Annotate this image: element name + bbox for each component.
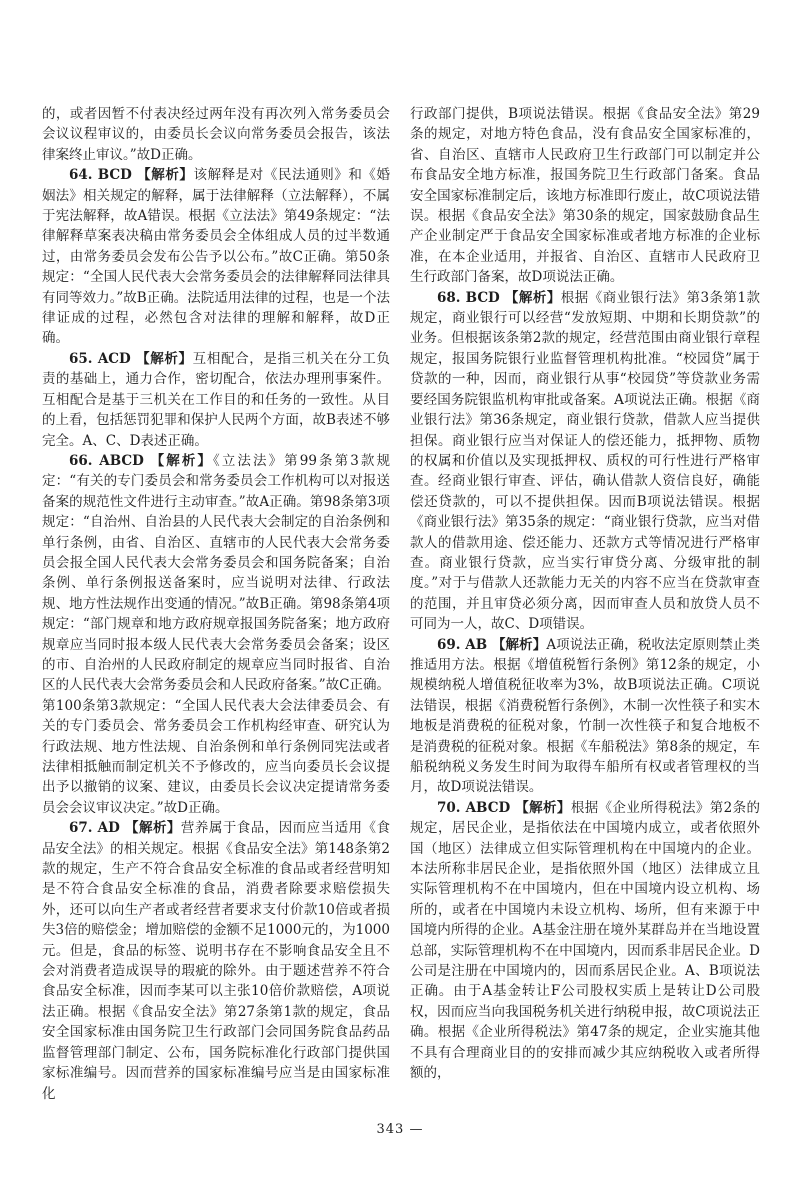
page-number: 343 [376,1122,405,1137]
paragraph-text: 根据《商业银行法》第3条第1款规定，商业银行可以经营“发放短期、中期和长期贷款”的业务。但根据该条第2款的规定，经营范围由商业银行章程规定，报国务院银行业监督管理机构批准。“校园贷”属于贷款的一种，因而，商业银行从事“校园贷”等贷款业务需要经国务院银监机构审批或备案。A项说法正确。根据《商业银行法》第36条规定，商业银行贷款，借款人应当提供担保。商业银行应当对保证人的偿还能力，抵押物、质物的权属和价值以及实现抵押权、质权的可行性进行严格审查。经商业银行审查、评估，确认借款人资信良好，确能偿还贷款的，可以不提供担保。因而B项说法错误。根据《商业银行法》第35条的规定：“商业银行贷款，应当对借款人的借款用途、偿还能力、还款方式等情况进行严格审查。商业银行贷款，应当实行审贷分离、分级审批的制度。”对于与借款人还款能力无关的内容不应当在贷款审查的范围，并且审贷必须分离，因而审查人员和放贷人员不可同为一人，故C、D项错误。 [410,289,760,633]
answer-label: 66. ABCD 【解析】 [69,452,213,469]
paragraph-q67 [42,818,390,1104]
paragraph-text: 行政部门提供，B项说法错误。根据《食品安全法》第29条的规定，对地方特色食品，没有食品安全国家标准的，省、自治区、直辖市人民政府卫生行政部门可以制定并公布食品安全地方标准，报国务院卫生行政部门备案。食品安全国家标准制定后，该地方标准即行废止，故C项说法错误。根据《食品安全法》第30条的规定，国家鼓励食品生产企业制定严于食品安全国家标准或者地方标准的企业标准，在本企业适用，并报省、自治区、直辖市人民政府卫生行政部门备案，故D项说法正确。 [410,106,760,286]
answer-label: 65. ACD 【解析】 [69,350,193,367]
paragraph-q65 [42,349,390,451]
paragraph-text: 的，或者因暂不付表决经过两年没有再次列入常务委员会会议议程审议的，由委员长会议向常务委员会报告，该法律案终止审议。”故D正确。 [42,106,390,163]
answer-label: 69. AB 【解析】 [437,636,547,653]
paragraph-q70 [410,798,760,1084]
paragraph-cont-67 [410,104,760,288]
right-column [410,104,760,1084]
paragraph-q69 [410,635,760,798]
answer-label: 67. AD 【解析】 [69,820,181,837]
paragraph-text: 营养属于食品，因而应当适用《食品安全法》的相关规定。根据《食品安全法》第148条第2款的规定，生产不符合食品安全标准的食品或者经营明知是不符合食品安全标准的食品，消费者除要求赔偿损失外，还可以向生产者或者经营者要求支付价款10倍或者损失3倍的赔偿金；增加赔偿的金额不足1000元的，为1000元。但是，食品的标签、说明书存在不影响食品安全且不会对消费者造成误导的瑕疵的除外。由于题述营养不符合食品安全标准，因而李某可以主张10倍价款赔偿，A项说法正确。根据《食品安全法》第27条第1款的规定，食品安全国家标准由国务院卫生行政部门会同国务院食品药品监督管理部门制定、公布，国务院标准化行政部门提供国家标准编号。因而营养的国家标准编号应当是由国家标准化 [42,820,391,1102]
left-column [42,104,390,1104]
paragraph-q66 [42,451,390,818]
paragraph-text: A项说法正确，税收法定原则禁止类推适用方法。根据《增值税暂行条例》第12条的规定，小规模纳税人增值税征收率为3%，故B项说法正确。C项说法错误，根据《消费税暂行条例》，木制一次性筷子和实木地板是消费税的征税对象，竹制一次性筷子和复合地板不是消费税的征税对象。根据《车船税法》第8条的规定，车船税纳税义务发生时间为取得车船所有权或者管理权的当月，故D项说法错误。 [410,636,760,796]
paragraph-text: 根据《企业所得税法》第2条的规定，居民企业，是指依法在中国境内成立，或者依照外国（地区）法律成立但实际管理机构在中国境内的企业。本法所称非居民企业，是指依照外国（地区）法律成立且实际管理机构不在中国境内，但在中国境内设立机构、场所的，或者在中国境内未设立机构、场所，但有来源于中国境内所得的企业。A基金注册在境外某群岛并在当地设置总部，实际管理机构不在中国境内，因而系非居民企业。D公司是注册在中国境内的，因而系居民企业。A、B项说法正确。由于A基金转让F公司股权实质上是转让D公司股权，因而应当向我国税务机关进行纳税申报，故C项说法正确。根据《企业所得税法》第47条的规定，企业实施其他不具有合理商业目的的安排而减少其应纳税收入或者所得额的， [410,799,760,1082]
paragraph-cont-63 [42,104,390,165]
page-footer [0,1122,800,1137]
paragraph-q68 [410,288,760,635]
footer-dash: — [409,1122,424,1137]
answer-label: 68. BCD 【解析】 [437,289,561,306]
paragraph-text: 该解释是对《民法通则》和《婚姻法》相关规定的解释，属于法律解释（立法解释），不属于宪法解释，故A错误。根据《立法法》第49条规定：“法律解释草案表决稿由常务委员会全体组成人员的过半数通过，由常务委员会发布公告予以公布。”故C正确。第50条规定：“全国人民代表大会常务委员会的法律解释同法律具有同等效力。”故B正确。法院适用法律的过程，也是一个法律证成的过程，必然包含对法律的理解和解释，故D正确。 [42,167,391,347]
answer-label: 70. ABCD 【解析】 [437,799,571,816]
paragraph-text: 《立法法》第99条第3款规定：“有关的专门委员会和常务委员会工作机构可以对报送备案的规范性文件进行主动审查。”故A正确。第98条第3项规定：“自治州、自治县的人民代表大会制定的自治条例和单行条例，由省、自治区、直辖市的人民代表大会常务委员会报全国人民代表大会常务委员会和国务院备案；自治条例、单行条例报送备案时，应当说明对法律、行政法规、地方性法规作出变通的情况。”故B正确。第98条第4项规定：“部门规章和地方政府规章报国务院备案；地方政府规章应当同时报本级人民代表大会常务委员会备案；设区的市、自治州的人民政府制定的规章应当同时报省、自治区的人民代表大会常务委员会和人民政府备案。”故C正确。第100条第3款规定：“全国人民代表大会法律委员会、有关的专门委员会、常务委员会工作机构经审查、研究认为行政法规、地方性法规、自治条例和单行条例同宪法或者法律相抵触而制定机关不予修改的，应当向委员长会议提出予以撤销的议案、建议，由委员长会议决定提请常务委员会会议审议决定。”故D正确。 [42,452,390,816]
answer-label: 64. BCD 【解析】 [69,167,194,184]
paragraph-q64 [42,165,390,349]
paragraph-text: 互相配合，是指三机关在分工负责的基础上，通力合作，密切配合，依法办理刑事案件。互相配合是基于三机关在工作目的和任务的一致性。从目的上看，包括惩罚犯罪和保护人民两个方面，故B表述不够完全。A、C、D表述正确。 [42,350,391,449]
